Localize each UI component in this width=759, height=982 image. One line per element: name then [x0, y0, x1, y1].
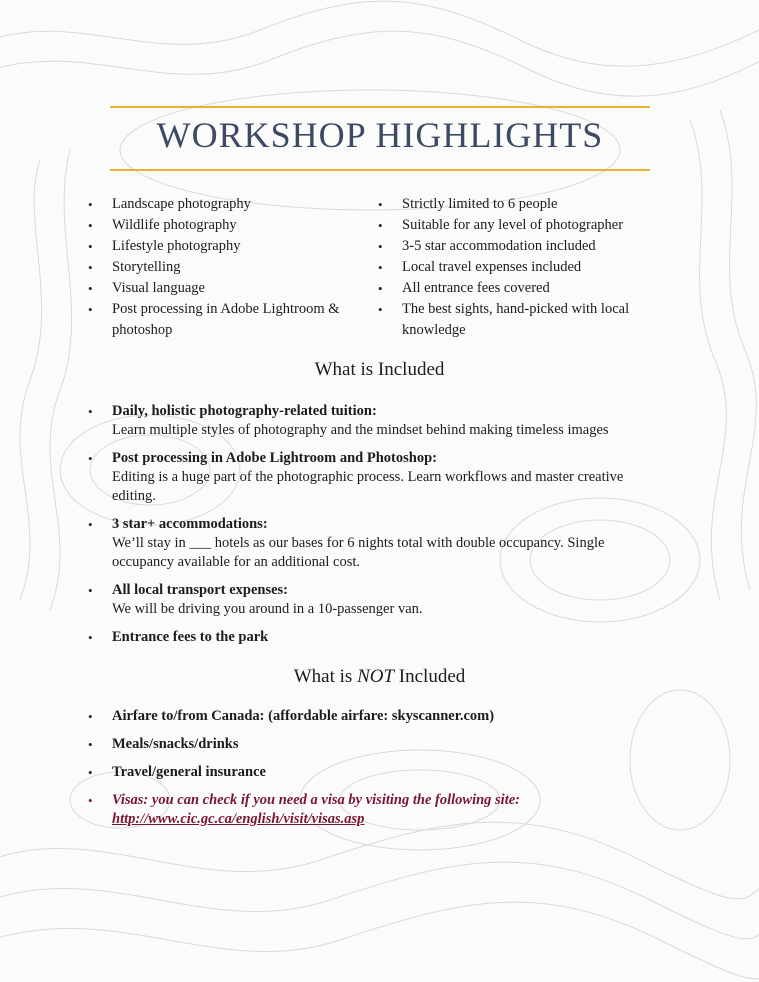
not-included-heading-post: Included [394, 666, 466, 687]
not-included-item-text: • Airfare to/from Canada: (affordable airfare: skyscanner.com) [112, 708, 495, 724]
list-item: • Lifestyle photography [88, 236, 358, 257]
not-included-item-text: • Travel/general insurance [112, 764, 266, 780]
not-included-heading-pre: What is [293, 666, 358, 687]
not-included-item [88, 707, 648, 726]
list-item: • All entrance fees covered [378, 278, 668, 299]
not-included-list [88, 707, 648, 838]
top-accent-rule [110, 106, 650, 108]
list-item: • Landscape photography [88, 194, 358, 215]
included-list [88, 402, 648, 656]
not-included-item-text: • Meals/snacks/drinks [112, 736, 239, 752]
list-item: • 3-5 star accommodation included [378, 236, 668, 257]
list-item: • Storytelling [88, 257, 358, 278]
list-item: • The best sights, hand-picked with local knowledge [378, 299, 668, 341]
list-item: • Local travel expenses included [378, 257, 668, 278]
bottom-accent-rule [110, 169, 650, 171]
list-item: • Strictly limited to 6 people [378, 194, 668, 215]
included-item-title: • All local transport expenses: [112, 582, 288, 598]
not-included-heading [0, 666, 759, 688]
included-item-title: • Daily, holistic photography-related tuition: [112, 403, 377, 419]
highlights-right-list [378, 194, 668, 341]
included-item [88, 449, 648, 506]
page-title: WORKSHOP HIGHLIGHTS [156, 115, 604, 155]
not-included-item [88, 763, 648, 782]
included-item [88, 402, 648, 440]
list-item: • Wildlife photography [88, 215, 358, 236]
list-item: • Suitable for any level of photographer [378, 215, 668, 236]
included-item-description: Learn multiple styles of photography and the mindset behind making timeless images [112, 422, 609, 438]
not-included-item [88, 735, 648, 754]
included-heading: What is Included [314, 359, 445, 380]
highlights-left-list [88, 194, 358, 341]
list-item: • Post processing in Adobe Lightroom & photoshop [88, 299, 358, 341]
included-item-title: • 3 star+ accommodations: [112, 516, 268, 532]
included-item [88, 515, 648, 572]
included-item-title: • Entrance fees to the park [112, 629, 269, 645]
included-item-description: We’ll stay in ___ hotels as our bases for 6 nights total with double occupancy. Single occupancy available for an additional cost. [112, 535, 605, 570]
not-included-heading-emphasis: NOT [357, 666, 395, 687]
included-item [88, 628, 648, 647]
included-item [88, 581, 648, 619]
included-item-description: Editing is a huge part of the photographic process. Learn workflows and master creative editing. [112, 469, 624, 504]
list-item: • Visual language [88, 278, 358, 299]
visa-note: Visas: you can check if you need a visa by visiting the following site: [112, 792, 520, 808]
visa-item [88, 791, 648, 829]
included-item-description: We will be driving you around in a 10-passenger van. [112, 601, 423, 617]
visa-link[interactable]: http://www.cic.gc.ca/english/visit/visas.asp [112, 811, 365, 827]
included-item-title: • Post processing in Adobe Lightroom and Photoshop: [112, 450, 437, 466]
